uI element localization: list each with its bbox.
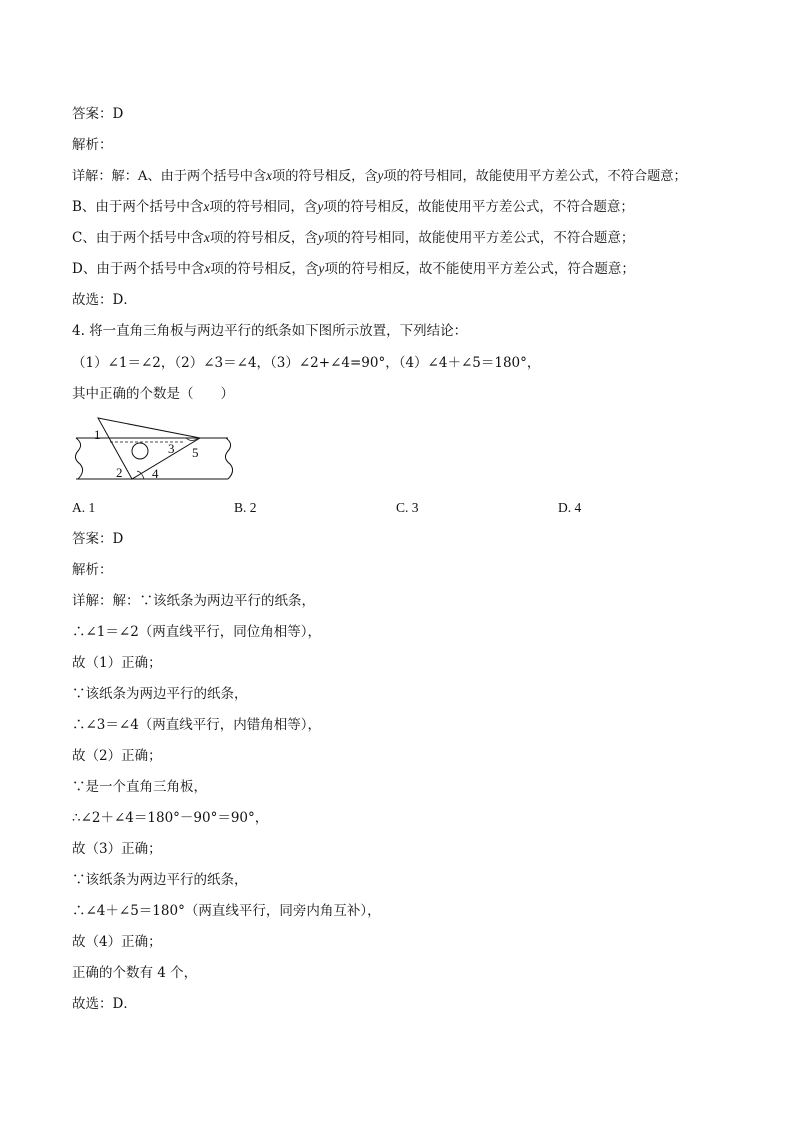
angle-label-4: 4 — [152, 466, 159, 481]
prev-detail-a: 详解：解：A、由于两个括号中含x项的符号相反，含y项的符号相同，故能使用平方差公式，不符合题意； — [72, 168, 687, 184]
option-c: C. 3 — [396, 500, 419, 515]
sol-line: ∴∠4＋∠5＝180°（两直线平行，同旁内角互补）， — [72, 903, 381, 919]
sol-answer: 答案：D — [72, 531, 124, 547]
option-b: B. 2 — [234, 500, 257, 515]
prev-detail-b: B、由于两个括号中含x项的符号相同，含y项的符号相反，故能使用平方差公式，不符合题意； — [72, 199, 634, 215]
angle-label-1: 1 — [94, 427, 101, 442]
q4-stem: 4. 将一直角三角板与两边平行的纸条如下图所示放置，下列结论： — [72, 323, 468, 339]
sol-line: ∴∠3＝∠4（两直线平行，内错角相等）， — [72, 717, 322, 733]
sol-line: 正确的个数有 4 个， — [72, 965, 198, 981]
prev-choose: 故选：D． — [72, 292, 137, 308]
sol-line: 故（1）正确； — [72, 655, 162, 671]
angle-label-2: 2 — [116, 465, 123, 480]
q4-conditions: （1）∠1＝∠2，（2）∠3＝∠4，（3）∠2+∠4=90°，（4）∠4＋∠5＝180°， — [72, 355, 541, 371]
sol-line: 故（3）正确； — [72, 841, 162, 857]
sol-line: ∵该纸条为两边平行的纸条， — [72, 872, 248, 888]
sol-line: 故（2）正确； — [72, 748, 162, 764]
prev-detail-d: D、由于两个括号中含x项的符号相反，含y项的符号相反，故不能使用平方差公式，符合题意； — [72, 261, 635, 277]
prev-analysis-label: 解析： — [72, 137, 113, 153]
sol-line: 详解：解：∵该纸条为两边平行的纸条， — [72, 593, 315, 609]
prev-detail-c: C、由于两个括号中含x项的符号相反，含y项的符号相同，故能使用平方差公式，不符合题意； — [72, 230, 635, 246]
sol-line: ∴∠1＝∠2（两直线平行，同位角相等）， — [72, 624, 322, 640]
sol-line: ∵该纸条为两边平行的纸条， — [72, 686, 248, 702]
sol-line: 故（4）正确； — [72, 934, 162, 950]
sol-analysis-label: 解析： — [72, 562, 113, 578]
q4-figure — [74, 414, 234, 484]
sol-line: ∵是一个直角三角板， — [72, 779, 207, 795]
option-d: D. 4 — [558, 500, 582, 515]
option-a: A. 1 — [72, 500, 96, 515]
sol-line: ∴∠2＋∠4＝180°－90°＝90°， — [72, 810, 269, 826]
prev-answer: 答案：D — [72, 106, 124, 122]
q4-ask: 其中正确的个数是（ ） — [72, 386, 234, 402]
angle-label-3: 3 — [168, 441, 175, 456]
angle-label-5: 5 — [192, 445, 199, 460]
sol-line: 故选：D． — [72, 996, 137, 1012]
